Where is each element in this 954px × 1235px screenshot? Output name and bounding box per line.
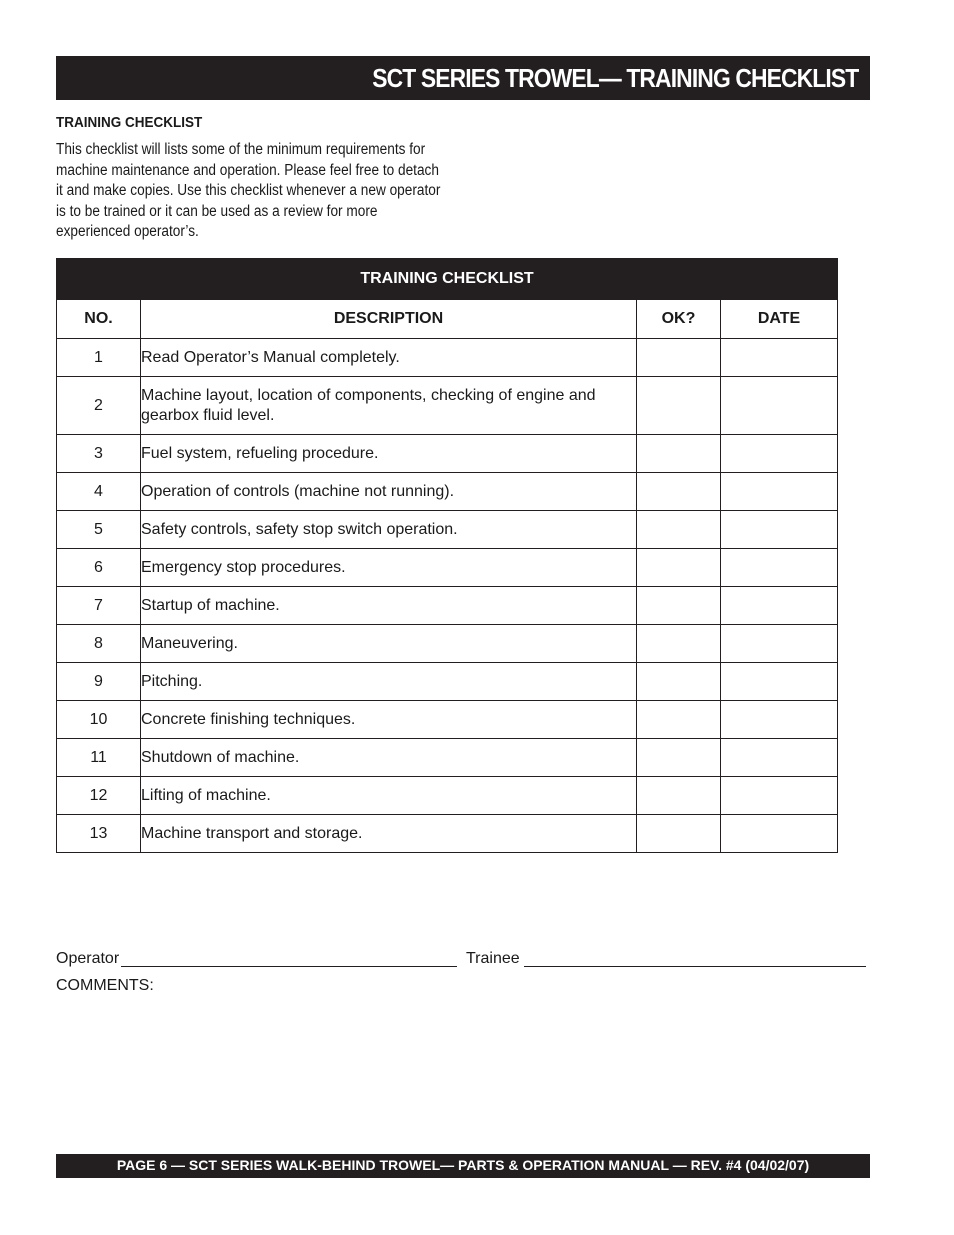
- row-date-cell[interactable]: [721, 549, 838, 587]
- row-description: Pitching.: [141, 663, 637, 701]
- row-description: Machine transport and storage.: [141, 815, 637, 853]
- footer-text: PAGE 6 — SCT SERIES WALK-BEHIND TROWEL— PARTS & OPERATION MANUAL — REV. #4 (04/02/07): [116, 1157, 810, 1173]
- row-number: 12: [57, 777, 141, 815]
- row-date-cell[interactable]: [721, 739, 838, 777]
- row-description: Lifting of machine.: [141, 777, 637, 815]
- row-description: Fuel system, refueling procedure.: [141, 435, 637, 473]
- row-number: 10: [57, 701, 141, 739]
- row-description: Concrete finishing techniques.: [141, 701, 637, 739]
- table-title-row: [57, 259, 838, 300]
- comments-label: COMMENTS:: [56, 977, 154, 994]
- table-row: [57, 625, 838, 663]
- row-number: 6: [57, 549, 141, 587]
- row-description: Operation of controls (machine not running).: [141, 473, 637, 511]
- table-row: [57, 339, 838, 377]
- table-row: [57, 377, 838, 435]
- column-header-date: DATE: [721, 300, 838, 339]
- row-ok-cell[interactable]: [637, 777, 721, 815]
- row-description: Maneuvering.: [141, 625, 637, 663]
- table-row: [57, 435, 838, 473]
- row-number: 8: [57, 625, 141, 663]
- row-number: 3: [57, 435, 141, 473]
- row-description: Machine layout, location of components, checking of engine and gearbox fluid level.: [141, 377, 637, 435]
- table-row: [57, 777, 838, 815]
- row-number: 13: [57, 815, 141, 853]
- row-number: 4: [57, 473, 141, 511]
- table-title: TRAINING CHECKLIST: [57, 259, 838, 300]
- row-date-cell[interactable]: [721, 815, 838, 853]
- table-row: [57, 473, 838, 511]
- table-row: [57, 739, 838, 777]
- row-description: Startup of machine.: [141, 587, 637, 625]
- row-description: Emergency stop procedures.: [141, 549, 637, 587]
- table-row: [57, 587, 838, 625]
- title-bar: [56, 56, 870, 100]
- table-header-row: [57, 300, 838, 339]
- row-ok-cell[interactable]: [637, 739, 721, 777]
- row-description: Safety controls, safety stop switch operation.: [141, 511, 637, 549]
- row-ok-cell[interactable]: [637, 663, 721, 701]
- column-header-description: DESCRIPTION: [141, 300, 637, 339]
- table-row: [57, 549, 838, 587]
- row-number: 1: [57, 339, 141, 377]
- column-header-ok: OK?: [637, 300, 721, 339]
- row-ok-cell[interactable]: [637, 587, 721, 625]
- table-row: [57, 511, 838, 549]
- row-date-cell[interactable]: [721, 473, 838, 511]
- page-title: SCT SERIES TROWEL— TRAINING CHECKLIST: [371, 63, 858, 93]
- row-number: 2: [57, 377, 141, 435]
- table-row: [57, 663, 838, 701]
- trainee-label: Trainee: [466, 950, 520, 967]
- row-ok-cell[interactable]: [637, 377, 721, 435]
- operator-label: Operator: [56, 950, 120, 967]
- row-date-cell[interactable]: [721, 339, 838, 377]
- row-date-cell[interactable]: [721, 377, 838, 435]
- row-date-cell[interactable]: [721, 511, 838, 549]
- operator-signature-line[interactable]: [121, 966, 457, 967]
- row-date-cell[interactable]: [721, 435, 838, 473]
- row-number: 11: [57, 739, 141, 777]
- row-number: 9: [57, 663, 141, 701]
- training-checklist-table: [56, 258, 838, 853]
- row-ok-cell[interactable]: [637, 549, 721, 587]
- section-heading: TRAINING CHECKLIST: [56, 114, 203, 131]
- table-row: [57, 815, 838, 853]
- row-description: Read Operator’s Manual completely.: [141, 339, 637, 377]
- row-ok-cell[interactable]: [637, 435, 721, 473]
- column-header-no: NO.: [57, 300, 141, 339]
- row-number: 7: [57, 587, 141, 625]
- intro-paragraph: This checklist will lists some of the minimum requirements for machine maintenance and operation. Please feel free to detach it and make copies. Use this checklist whenever a new operator is to be trained or it can be used as a review for more experienced operator’s.: [56, 141, 441, 240]
- row-number: 5: [57, 511, 141, 549]
- row-date-cell[interactable]: [721, 701, 838, 739]
- row-ok-cell[interactable]: [637, 815, 721, 853]
- row-ok-cell[interactable]: [637, 625, 721, 663]
- row-date-cell[interactable]: [721, 587, 838, 625]
- trainee-signature-line[interactable]: [524, 966, 866, 967]
- row-date-cell[interactable]: [721, 777, 838, 815]
- table-row: [57, 701, 838, 739]
- row-ok-cell[interactable]: [637, 511, 721, 549]
- row-ok-cell[interactable]: [637, 339, 721, 377]
- row-description: Shutdown of machine.: [141, 739, 637, 777]
- row-ok-cell[interactable]: [637, 473, 721, 511]
- footer-bar: [56, 1154, 870, 1178]
- table-body: [57, 339, 838, 853]
- row-date-cell[interactable]: [721, 663, 838, 701]
- row-date-cell[interactable]: [721, 625, 838, 663]
- row-ok-cell[interactable]: [637, 701, 721, 739]
